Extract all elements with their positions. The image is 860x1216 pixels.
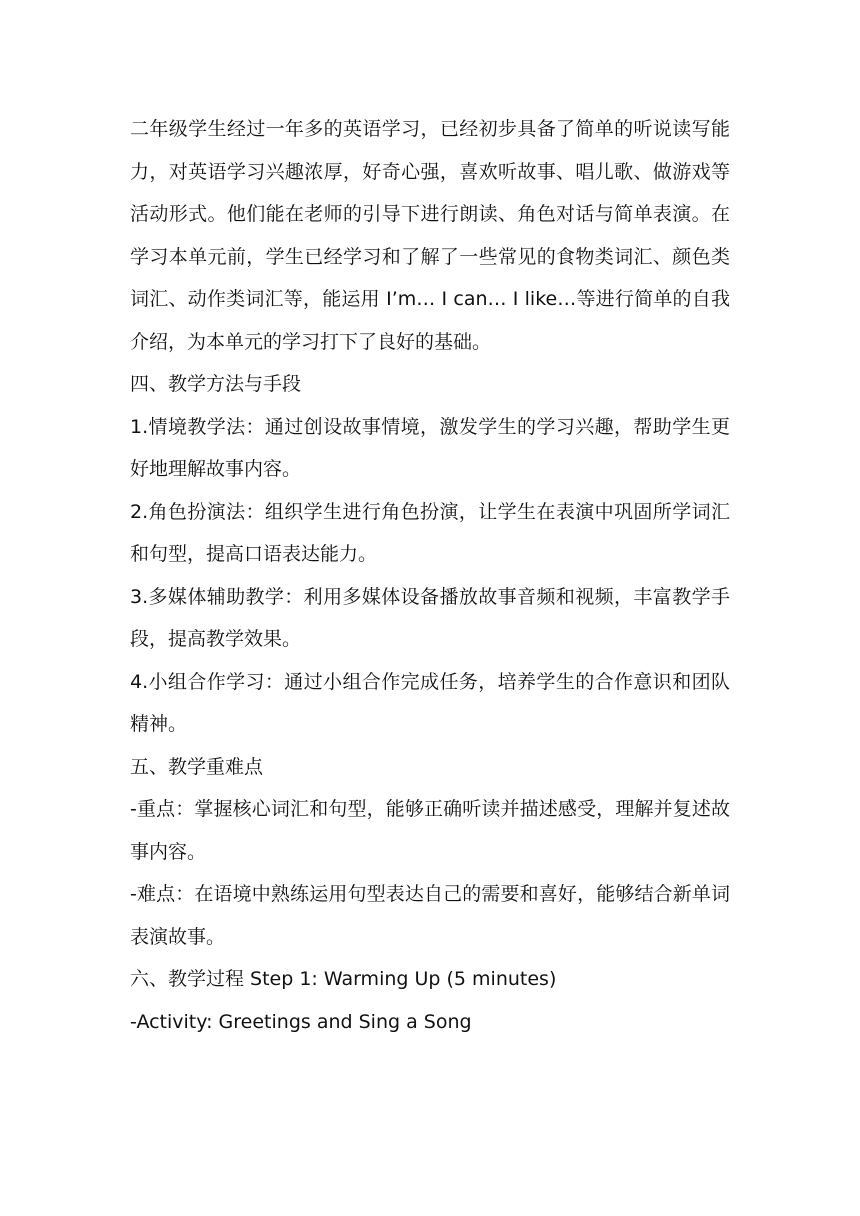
section-heading-process: 六、教学过程 Step 1: Warming Up (5 minutes) — [130, 968, 557, 990]
method-item-3: 3.多媒体辅助教学：利用多媒体设备播放故事音频和视频，丰富教学手段，提高教学效果。 — [130, 585, 730, 650]
difficult-point-item: -难点：在语境中熟练运用句型表达自己的需要和喜好，能够结合新单词表演故事。 — [130, 883, 730, 948]
activity-line: -Activity: Greetings and Sing a Song — [130, 1010, 472, 1033]
method-item-1: 1.情境教学法：通过创设故事情境，激发学生的学习兴趣，帮助学生更好地理解故事内容。 — [130, 415, 730, 480]
section-heading-key-points: 五、教学重难点 — [130, 755, 264, 778]
method-item-2: 2.角色扮演法：组织学生进行角色扮演，让学生在表演中巩固所学词汇和句型，提高口语表达能力。 — [130, 500, 730, 565]
document-body — [130, 108, 730, 1043]
intro-paragraph: 二年级学生经过一年多的英语学习，已经初步具备了简单的听说读写能力，对英语学习兴趣浓厚，好奇心强，喜欢听故事、唱儿歌、做游戏等活动形式。他们能在老师的引导下进行朗读、角色对话与简单表演。在学习本单元前，学生已经学习和了解了一些常见的食物类词汇、颜色类词汇、动作类词汇等，能运用 I’m… I can… I like…等进行简单的自我介绍，为本单元的学习打下了良好的基础。 — [130, 118, 730, 353]
key-point-item: -重点：掌握核心词汇和句型，能够正确听读并描述感受，理解并复述故事内容。 — [130, 798, 730, 863]
section-heading-methods: 四、教学方法与手段 — [130, 373, 302, 395]
method-item-4: 4.小组合作学习：通过小组合作完成任务，培养学生的合作意识和团队精神。 — [130, 670, 730, 735]
